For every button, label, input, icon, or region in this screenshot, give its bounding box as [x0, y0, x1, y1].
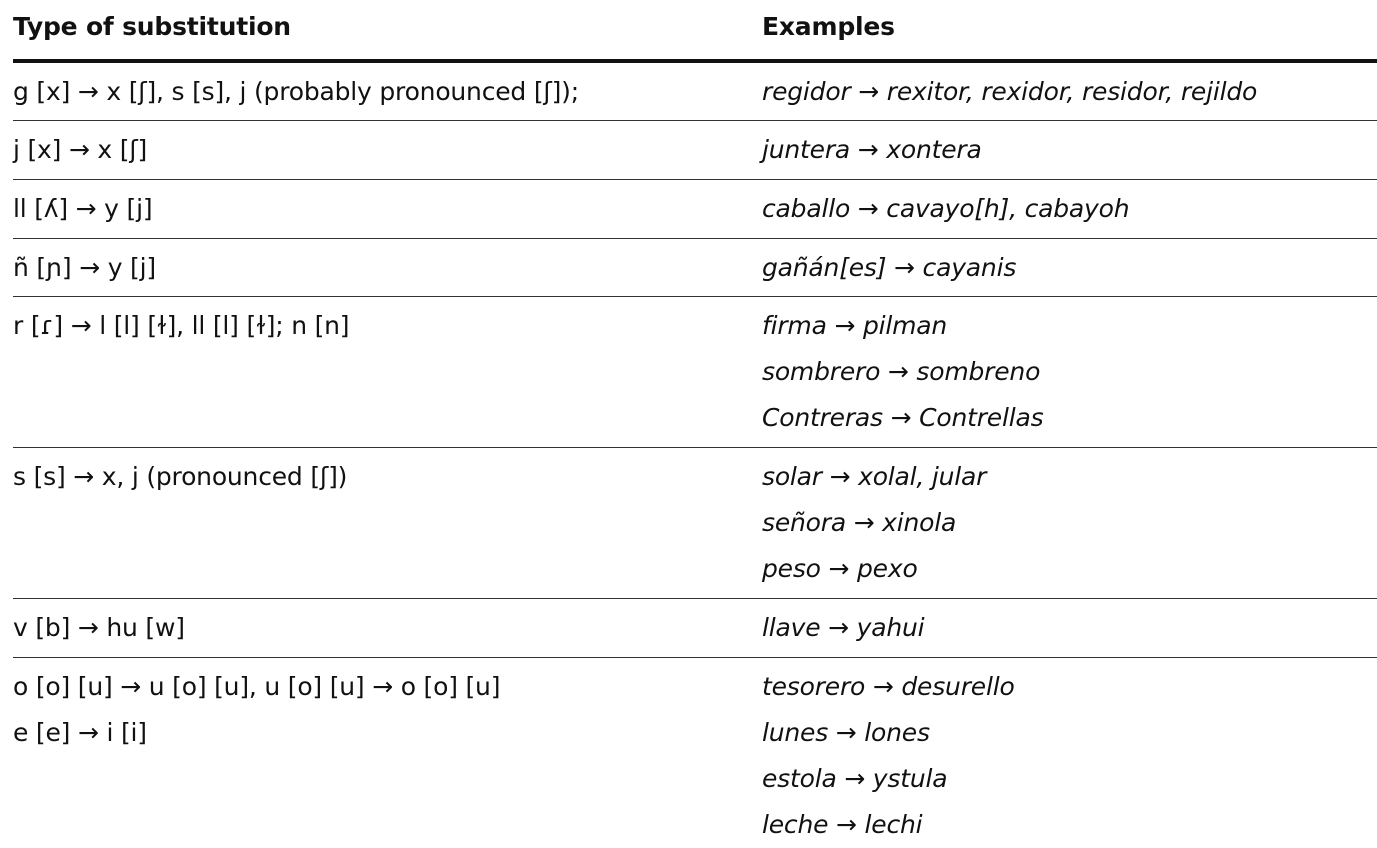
example-line: lunes → lones: [762, 718, 930, 747]
example-line: peso → pexo: [762, 554, 918, 583]
example-line: estola → ystula: [762, 764, 948, 793]
type-line: e [e] → i [i]: [13, 718, 147, 747]
examples-cell: [762, 254, 1377, 284]
type-line: j [x] → x [ʃ]: [13, 135, 148, 164]
table-row: [13, 297, 1377, 448]
type-line: o [o] [u] → u [o] [u], u [o] [u] → o [o] [u]: [13, 672, 501, 701]
example-line: caballo → cavayo[h], cabayoh: [762, 194, 1130, 223]
examples-cell: [762, 195, 1377, 226]
example-line: solar → xolal, jular: [762, 462, 987, 491]
type-line: s [s] → x, j (pronounced [ʃ]): [13, 462, 348, 491]
table-header-row: [13, 0, 1377, 63]
type-cell: [13, 673, 762, 836]
type-line: r [ɾ] → l [l] [ɫ], ll [l] [ɫ]; n [n]: [13, 311, 350, 340]
table-row: [13, 63, 1377, 121]
table-row: [13, 121, 1377, 180]
type-line: ñ [ɲ] → y [j]: [13, 253, 156, 282]
examples-cell: [762, 614, 1377, 645]
type-cell: [13, 254, 762, 284]
type-cell: [13, 463, 762, 586]
example-line: juntera → xontera: [762, 135, 982, 164]
example-line: leche → lechi: [762, 810, 923, 839]
header-type-of-substitution: Type of substitution: [13, 12, 291, 41]
table-row: [13, 658, 1377, 848]
type-line: v [b] → hu [w]: [13, 613, 185, 642]
example-line: tesorero → desurello: [762, 672, 1015, 701]
example-line: señora → xinola: [762, 508, 957, 537]
table-row: [13, 599, 1377, 658]
type-line: ll [ʎ] → y [j]: [13, 194, 153, 223]
examples-cell: [762, 78, 1377, 108]
examples-cell: [762, 136, 1377, 167]
type-cell: [13, 614, 762, 645]
type-cell: [13, 136, 762, 167]
example-line: regidor → rexitor, rexidor, residor, rejildo: [762, 77, 1258, 106]
example-line: gañán[es] → cayanis: [762, 253, 1017, 282]
example-line: Contreras → Contrellas: [762, 403, 1044, 432]
type-cell: [13, 78, 762, 108]
examples-cell: [762, 312, 1377, 435]
table-row: [13, 180, 1377, 239]
example-line: llave → yahui: [762, 613, 925, 642]
substitution-table: [13, 0, 1377, 848]
header-examples: Examples: [762, 12, 895, 41]
table-row: [13, 448, 1377, 599]
table-row: [13, 239, 1377, 297]
type-cell: [13, 312, 762, 435]
type-cell: [13, 195, 762, 226]
examples-cell: [762, 672, 1377, 839]
examples-cell: [762, 463, 1377, 586]
example-line: firma → pilman: [762, 311, 948, 340]
example-line: sombrero → sombreno: [762, 357, 1041, 386]
type-line: g [x] → x [ʃ], s [s], j (probably pronounced [ʃ]);: [13, 77, 579, 106]
